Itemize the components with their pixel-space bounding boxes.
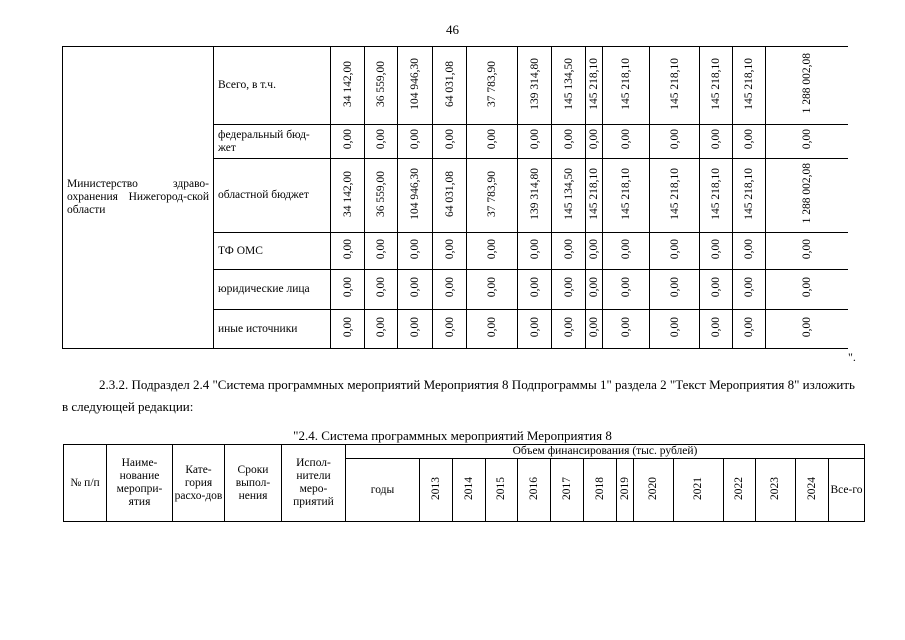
value-cell xyxy=(650,47,700,125)
value-text: 34 142,00 xyxy=(341,60,354,107)
section-subtitle: "2.4. Система программных мероприятий Мероприятия 8 xyxy=(293,428,612,443)
value-cell xyxy=(700,47,733,125)
value-text: 145 218,10 xyxy=(710,57,722,110)
year-text: 2016 xyxy=(527,476,540,500)
value-cell xyxy=(433,47,467,125)
value-cell xyxy=(518,270,552,310)
value-text: 0,00 xyxy=(588,316,600,338)
organization-cell: Министерство здраво-охранения Нижегород-ской области xyxy=(63,47,214,349)
value-text: 0,00 xyxy=(620,316,632,338)
value-text: 0,00 xyxy=(443,129,456,150)
value-cell xyxy=(586,270,603,310)
value-text: 0,00 xyxy=(620,238,632,260)
year-text: 2023 xyxy=(769,476,781,500)
value-text: 0,00 xyxy=(443,316,456,338)
value-cell xyxy=(700,270,733,310)
year-header xyxy=(756,459,796,522)
value-text: 145 218,10 xyxy=(668,167,681,220)
value-text: 0,00 xyxy=(588,129,600,150)
value-cell xyxy=(586,159,603,233)
value-text: 145 218,10 xyxy=(620,167,632,220)
value-text: 0,00 xyxy=(409,277,421,298)
page-number: 46 xyxy=(446,22,459,37)
value-text: 145 218,10 xyxy=(668,57,681,110)
value-text: 0,00 xyxy=(620,129,632,150)
value-cell xyxy=(603,310,650,349)
value-text: 0,00 xyxy=(528,129,541,150)
value-cell xyxy=(766,125,848,159)
col-number-header: № п/п xyxy=(64,445,107,522)
year-text: 2019 xyxy=(618,476,631,500)
value-cell xyxy=(552,270,586,310)
value-text: 0,00 xyxy=(341,129,354,150)
value-text: 0,00 xyxy=(341,277,354,298)
value-text: 0,00 xyxy=(800,316,813,338)
value-text: 0,00 xyxy=(486,277,498,298)
value-cell xyxy=(552,125,586,159)
value-text: 0,00 xyxy=(528,316,541,338)
value-text: 0,00 xyxy=(409,129,421,150)
year-header xyxy=(634,459,674,522)
value-cell xyxy=(766,270,848,310)
source-label: ТФ ОМС xyxy=(214,233,331,270)
value-text: 0,00 xyxy=(562,277,575,298)
value-cell xyxy=(467,233,518,270)
year-header xyxy=(674,459,724,522)
value-cell xyxy=(603,270,650,310)
value-cell xyxy=(331,233,365,270)
year-text: 2014 xyxy=(462,476,475,500)
value-text: 0,00 xyxy=(588,277,600,298)
value-cell xyxy=(586,233,603,270)
value-text: 0,00 xyxy=(375,277,387,298)
value-text: 0,00 xyxy=(341,238,354,260)
value-text: 145 218,10 xyxy=(620,57,632,110)
value-cell xyxy=(700,125,733,159)
year-text: 2013 xyxy=(429,476,442,500)
value-text: 0,00 xyxy=(743,316,755,338)
col-name-header: Наиме-нование меропри-ятия xyxy=(107,445,173,522)
year-text: 2015 xyxy=(495,476,507,500)
value-cell xyxy=(331,125,365,159)
value-text: 0,00 xyxy=(375,238,387,260)
value-cell xyxy=(700,310,733,349)
value-cell xyxy=(700,159,733,233)
value-text: 1 288 002,08 xyxy=(800,53,813,114)
value-cell xyxy=(518,125,552,159)
amendment-paragraph: 2.3.2. Подраздел 2.4 "Система программных мероприятий Мероприятия 8 Подпрограммы 1" раздела 2 "Текст Мероприятия 8" изложить в следующей редакции: xyxy=(62,377,855,414)
value-text: 0,00 xyxy=(743,238,755,260)
value-text: 0,00 xyxy=(486,129,498,150)
value-cell xyxy=(433,233,467,270)
value-cell xyxy=(700,233,733,270)
value-cell xyxy=(467,47,518,125)
value-cell xyxy=(467,270,518,310)
value-cell xyxy=(603,159,650,233)
value-text: 34 142,00 xyxy=(341,170,354,217)
value-cell xyxy=(733,310,766,349)
value-text: 139 314,80 xyxy=(528,167,541,220)
value-text: 0,00 xyxy=(668,129,681,150)
value-text: 64 031,08 xyxy=(443,170,456,217)
value-cell xyxy=(650,159,700,233)
value-text: 0,00 xyxy=(409,238,421,260)
value-cell xyxy=(650,233,700,270)
value-cell xyxy=(586,125,603,159)
value-cell xyxy=(733,270,766,310)
year-header xyxy=(617,459,634,522)
value-text: 145 218,10 xyxy=(743,57,755,110)
value-cell xyxy=(467,159,518,233)
value-cell xyxy=(518,159,552,233)
value-text: 0,00 xyxy=(341,316,354,338)
value-text: 0,00 xyxy=(668,238,681,260)
year-header xyxy=(486,459,518,522)
value-cell xyxy=(733,233,766,270)
value-text: 145 218,10 xyxy=(743,167,755,220)
value-cell xyxy=(518,310,552,349)
value-text: 0,00 xyxy=(668,277,681,298)
value-text: 64 031,08 xyxy=(443,60,456,107)
value-cell xyxy=(433,270,467,310)
value-cell xyxy=(331,159,365,233)
value-text: 0,00 xyxy=(443,277,456,298)
value-cell xyxy=(365,159,398,233)
value-text: 145 218,10 xyxy=(588,167,600,220)
value-text: 0,00 xyxy=(375,129,387,150)
value-text: 145 218,10 xyxy=(588,57,600,110)
source-label: федеральный бюд-жет xyxy=(214,125,331,159)
value-cell xyxy=(603,233,650,270)
value-cell xyxy=(365,125,398,159)
value-text: 0,00 xyxy=(710,238,722,260)
value-text: 0,00 xyxy=(562,129,575,150)
value-cell xyxy=(398,310,433,349)
value-cell xyxy=(766,47,848,125)
value-cell xyxy=(365,270,398,310)
value-text: 0,00 xyxy=(562,316,575,338)
year-header xyxy=(453,459,486,522)
value-text: 145 218,10 xyxy=(710,167,722,220)
value-text: 0,00 xyxy=(743,277,755,298)
year-header xyxy=(796,459,829,522)
year-header xyxy=(420,459,453,522)
value-cell xyxy=(398,270,433,310)
value-cell xyxy=(766,310,848,349)
value-cell xyxy=(398,159,433,233)
year-text: 2018 xyxy=(593,476,606,500)
value-cell xyxy=(766,233,848,270)
value-cell xyxy=(398,233,433,270)
value-cell xyxy=(331,310,365,349)
value-cell xyxy=(586,47,603,125)
col-category-header: Кате-гория расхо-дов xyxy=(173,445,225,522)
value-cell xyxy=(467,125,518,159)
value-cell xyxy=(518,233,552,270)
value-text: 0,00 xyxy=(710,316,722,338)
value-cell xyxy=(398,125,433,159)
value-text: 104 946,30 xyxy=(409,57,421,110)
value-cell xyxy=(766,159,848,233)
year-text: 2024 xyxy=(805,476,818,500)
value-text: 0,00 xyxy=(486,238,498,260)
source-label: юридические лица xyxy=(214,270,331,310)
value-text: 0,00 xyxy=(375,316,387,338)
value-text: 0,00 xyxy=(588,238,600,260)
financing-table xyxy=(62,46,848,349)
year-header xyxy=(518,459,551,522)
value-cell xyxy=(650,125,700,159)
value-cell xyxy=(365,47,398,125)
value-text: 0,00 xyxy=(800,129,813,150)
value-text: 0,00 xyxy=(668,316,681,338)
years-label: годы xyxy=(346,459,420,522)
value-cell xyxy=(586,310,603,349)
value-text: 1 288 002,08 xyxy=(800,163,813,224)
value-text: 0,00 xyxy=(710,277,722,298)
value-text: 0,00 xyxy=(409,316,421,338)
value-text: 36 559,00 xyxy=(375,170,387,217)
value-cell xyxy=(331,47,365,125)
value-cell xyxy=(518,47,552,125)
value-cell xyxy=(650,270,700,310)
value-text: 0,00 xyxy=(528,277,541,298)
value-cell xyxy=(552,47,586,125)
value-text: 139 314,80 xyxy=(528,57,541,110)
value-text: 104 946,30 xyxy=(409,167,421,220)
year-text: 2017 xyxy=(560,476,573,500)
value-cell xyxy=(552,310,586,349)
value-text: 0,00 xyxy=(443,238,456,260)
value-cell xyxy=(650,310,700,349)
col-executors-header: Испол-нители меро-приятий xyxy=(282,445,346,522)
value-text: 0,00 xyxy=(743,129,755,150)
value-text: 0,00 xyxy=(486,316,498,338)
value-text: 37 783,90 xyxy=(486,170,498,217)
source-label: областной бюджет xyxy=(214,159,331,233)
value-cell xyxy=(398,47,433,125)
value-cell xyxy=(433,125,467,159)
value-cell xyxy=(552,159,586,233)
year-text: 2021 xyxy=(692,476,704,500)
value-text: 0,00 xyxy=(562,238,575,260)
value-cell xyxy=(733,47,766,125)
source-label: иные источники xyxy=(214,310,331,349)
value-text: 0,00 xyxy=(800,277,813,298)
value-text: 145 134,50 xyxy=(562,167,575,220)
value-cell xyxy=(733,159,766,233)
quote-end: ". xyxy=(848,350,856,364)
year-header xyxy=(724,459,756,522)
value-text: 36 559,00 xyxy=(375,60,387,107)
value-text: 0,00 xyxy=(800,238,813,260)
year-header xyxy=(584,459,617,522)
col-terms-header: Сроки выпол-нения xyxy=(225,445,282,522)
measures-table xyxy=(63,444,865,522)
value-cell xyxy=(331,270,365,310)
value-cell xyxy=(603,47,650,125)
value-text: 0,00 xyxy=(620,277,632,298)
year-header xyxy=(551,459,584,522)
value-text: 145 134,50 xyxy=(562,57,575,110)
value-text: 37 783,90 xyxy=(486,60,498,107)
value-text: 0,00 xyxy=(528,238,541,260)
value-cell xyxy=(433,310,467,349)
value-cell xyxy=(365,310,398,349)
total-header: Все-го xyxy=(829,459,865,522)
funding-header: Объем финансирования (тыс. рублей) xyxy=(346,445,865,459)
source-label: Всего, в т.ч. xyxy=(214,47,331,125)
value-text: 0,00 xyxy=(710,129,722,150)
value-cell xyxy=(552,233,586,270)
year-text: 2022 xyxy=(733,476,745,500)
value-cell xyxy=(365,233,398,270)
value-cell xyxy=(467,310,518,349)
year-text: 2020 xyxy=(647,476,659,500)
value-cell xyxy=(433,159,467,233)
value-cell xyxy=(733,125,766,159)
value-cell xyxy=(603,125,650,159)
